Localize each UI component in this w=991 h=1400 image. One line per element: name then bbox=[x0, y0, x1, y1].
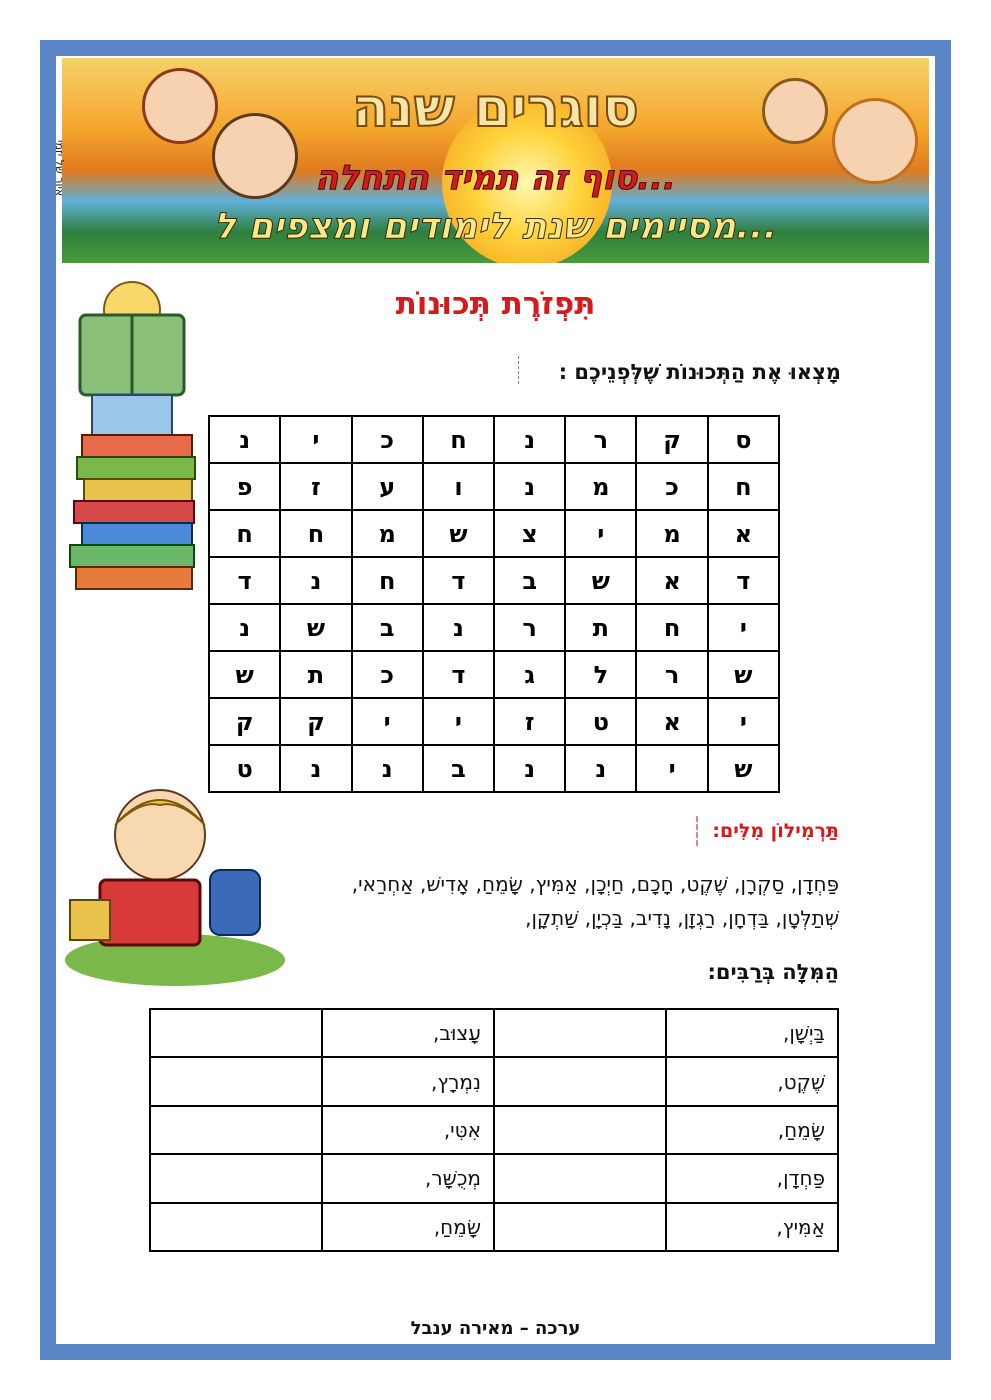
grid-cell[interactable]: י bbox=[708, 698, 779, 745]
grid-row bbox=[209, 510, 779, 557]
grid-cell[interactable]: ק bbox=[636, 416, 707, 463]
plural-answer-cell[interactable] bbox=[150, 1057, 322, 1105]
singular-word-cell: אַמִּיץ, bbox=[666, 1203, 838, 1251]
plural-answer-cell[interactable] bbox=[494, 1154, 666, 1202]
grid-row bbox=[209, 463, 779, 510]
grid-cell[interactable]: צ bbox=[494, 510, 565, 557]
grid-cell[interactable]: ק bbox=[280, 698, 351, 745]
grid-cell[interactable]: מ bbox=[565, 463, 636, 510]
grid-cell[interactable]: נ bbox=[423, 604, 494, 651]
grid-cell[interactable]: ש bbox=[280, 604, 351, 651]
plural-title: הַמִּלָּה בְּרַבִּים: bbox=[707, 960, 839, 984]
boy-reading-illustration bbox=[60, 780, 290, 990]
grid-row bbox=[209, 604, 779, 651]
plural-answer-cell[interactable] bbox=[494, 1057, 666, 1105]
banner-title: סוגרים שנה bbox=[352, 76, 639, 139]
vocabulary-line-1: פַּחְדָן, סַקְרָן, שֶׁקֶט, חָכָם, חַיְכָן, אַמִּיץ, שָׂמֵחַ, אָדִישׁ, אַחְרַאי, bbox=[351, 872, 839, 896]
girl-reading-illustration bbox=[62, 275, 202, 595]
grid-cell[interactable]: ז bbox=[280, 463, 351, 510]
grid-cell[interactable]: י bbox=[636, 745, 707, 792]
header-banner bbox=[62, 58, 929, 263]
grid-cell[interactable]: כ bbox=[352, 651, 423, 698]
vocabulary-marker bbox=[696, 816, 700, 846]
grid-cell[interactable]: נ bbox=[494, 463, 565, 510]
grid-cell[interactable]: ש bbox=[708, 745, 779, 792]
illustrator-credit: איור של יזמי bbox=[53, 140, 66, 197]
plural-row bbox=[150, 1106, 838, 1154]
grid-cell[interactable]: ש bbox=[565, 557, 636, 604]
grid-cell[interactable]: ט bbox=[565, 698, 636, 745]
grid-cell[interactable]: י bbox=[280, 416, 351, 463]
plural-table bbox=[149, 1008, 839, 1252]
grid-cell[interactable]: ת bbox=[565, 604, 636, 651]
grid-cell[interactable]: מ bbox=[636, 510, 707, 557]
plural-row bbox=[150, 1057, 838, 1105]
grid-row bbox=[209, 698, 779, 745]
grid-cell[interactable]: ק bbox=[209, 698, 280, 745]
word-search-grid bbox=[208, 415, 780, 793]
singular-word-cell: שָׂמֵחַ, bbox=[666, 1106, 838, 1154]
grid-cell[interactable]: כ bbox=[636, 463, 707, 510]
grid-cell[interactable]: ח bbox=[280, 510, 351, 557]
plural-answer-cell[interactable] bbox=[494, 1106, 666, 1154]
grid-cell[interactable]: י bbox=[352, 698, 423, 745]
grid-cell[interactable]: י bbox=[708, 604, 779, 651]
singular-word-cell: עָצוּב, bbox=[322, 1009, 494, 1057]
grid-cell[interactable]: פ bbox=[209, 463, 280, 510]
grid-cell[interactable]: נ bbox=[209, 604, 280, 651]
grid-cell[interactable]: ל bbox=[565, 651, 636, 698]
grid-cell[interactable]: ס bbox=[708, 416, 779, 463]
grid-cell[interactable]: ח bbox=[636, 604, 707, 651]
grid-cell[interactable]: ב bbox=[423, 745, 494, 792]
grid-cell[interactable]: נ bbox=[494, 416, 565, 463]
grid-cell[interactable]: ח bbox=[209, 510, 280, 557]
grid-cell[interactable]: ח bbox=[423, 416, 494, 463]
grid-cell[interactable]: ב bbox=[494, 557, 565, 604]
grid-cell[interactable]: ד bbox=[423, 557, 494, 604]
grid-cell[interactable]: נ bbox=[280, 557, 351, 604]
grid-cell[interactable]: ח bbox=[352, 557, 423, 604]
grid-row bbox=[209, 416, 779, 463]
grid-cell[interactable]: ר bbox=[636, 651, 707, 698]
grid-cell[interactable]: ו bbox=[423, 463, 494, 510]
vocabulary-title: תַּרְמִילוֹן מִלִּים: bbox=[712, 820, 839, 842]
plural-answer-cell[interactable] bbox=[150, 1203, 322, 1251]
grid-cell[interactable]: ד bbox=[209, 557, 280, 604]
grid-row bbox=[209, 557, 779, 604]
grid-row bbox=[209, 745, 779, 792]
footer-credit: ערכה – מאירה ענבל bbox=[410, 1318, 581, 1339]
grid-cell[interactable]: נ bbox=[565, 745, 636, 792]
grid-cell[interactable]: ש bbox=[209, 651, 280, 698]
grid-cell[interactable]: נ bbox=[280, 745, 351, 792]
grid-cell[interactable]: ש bbox=[708, 651, 779, 698]
singular-word-cell: בַּיְשָׁן, bbox=[666, 1009, 838, 1057]
plural-row bbox=[150, 1203, 838, 1251]
singular-word-cell: פַּחְדָן, bbox=[666, 1154, 838, 1202]
singular-word-cell: שֶׁקֶט, bbox=[666, 1057, 838, 1105]
banner-subtitle-1: סוף זה תמיד התחלה... bbox=[315, 158, 676, 198]
grid-cell[interactable]: א bbox=[636, 557, 707, 604]
banner-subtitle-2: מסיימים שנת לימודים ומצפים ל... bbox=[213, 206, 778, 247]
grid-cell[interactable]: נ bbox=[209, 416, 280, 463]
grid-cell[interactable]: ח bbox=[708, 463, 779, 510]
grid-cell[interactable]: כ bbox=[352, 416, 423, 463]
grid-cell[interactable]: נ bbox=[352, 745, 423, 792]
instruction-text: מָצְאוּ אֶת הַתְּכוּנוֹת שֶׁלְּפְנֵיכֶם : bbox=[558, 360, 841, 384]
plural-row bbox=[150, 1154, 838, 1202]
grid-cell[interactable]: מ bbox=[352, 510, 423, 557]
plural-answer-cell[interactable] bbox=[150, 1009, 322, 1057]
plural-answer-cell[interactable] bbox=[150, 1154, 322, 1202]
vocabulary-line-2: שְׁתַלְּטָן, בַּדְחָן, רַגְזָן, נָדִיב, בַּכְיָן, שַׁתְקָן, bbox=[525, 906, 839, 930]
singular-word-cell: מְכֻשָּׁר, bbox=[322, 1154, 494, 1202]
grid-cell[interactable]: ר bbox=[494, 604, 565, 651]
plural-answer-cell[interactable] bbox=[494, 1009, 666, 1057]
grid-cell[interactable]: ד bbox=[423, 651, 494, 698]
grid-cell[interactable]: ר bbox=[565, 416, 636, 463]
grid-cell[interactable]: ז bbox=[494, 698, 565, 745]
grid-cell[interactable]: ט bbox=[209, 745, 280, 792]
grid-cell[interactable]: ש bbox=[423, 510, 494, 557]
plural-row bbox=[150, 1009, 838, 1057]
singular-word-cell: שָׂמֵחַ, bbox=[322, 1203, 494, 1251]
grid-cell[interactable]: א bbox=[708, 510, 779, 557]
grid-cell[interactable]: ד bbox=[708, 557, 779, 604]
grid-cell[interactable]: י bbox=[565, 510, 636, 557]
grid-cell[interactable]: ב bbox=[352, 604, 423, 651]
grid-row bbox=[209, 651, 779, 698]
singular-word-cell: אִטִּי, bbox=[322, 1106, 494, 1154]
instruction-marker bbox=[518, 356, 521, 384]
plural-answer-cell[interactable] bbox=[494, 1203, 666, 1251]
grid-cell[interactable]: ג bbox=[494, 651, 565, 698]
singular-word-cell: נִמְרָץ, bbox=[322, 1057, 494, 1105]
grid-cell[interactable]: י bbox=[423, 698, 494, 745]
grid-cell[interactable]: ע bbox=[352, 463, 423, 510]
page-title: תִּפְזֹרֶת תְּכוּנוֹת bbox=[395, 286, 596, 322]
grid-cell[interactable]: נ bbox=[494, 745, 565, 792]
grid-cell[interactable]: ת bbox=[280, 651, 351, 698]
grid-cell[interactable]: א bbox=[636, 698, 707, 745]
plural-answer-cell[interactable] bbox=[150, 1106, 322, 1154]
